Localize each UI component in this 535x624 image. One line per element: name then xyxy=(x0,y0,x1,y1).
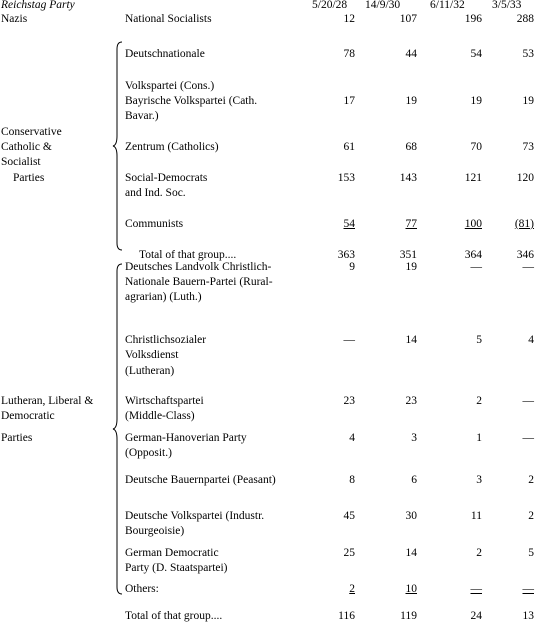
value-cell: 12 xyxy=(343,13,355,25)
value-cell: 288 xyxy=(516,13,534,25)
total-cell: 363 xyxy=(337,249,355,261)
value-cell: 4 xyxy=(349,432,355,444)
party-name: Bavar.) xyxy=(125,110,159,122)
group-label-line: Socialist xyxy=(1,156,41,168)
column-header-date: 3/5/33 xyxy=(492,0,522,11)
party-name: Bayrische Volkspartei (Cath. xyxy=(125,95,258,107)
value-cell: 61 xyxy=(343,141,355,153)
brace-group2 xyxy=(112,263,124,595)
party-name: (Middle-Class) xyxy=(125,410,195,422)
value-cell: — xyxy=(522,432,534,444)
party-name: Deutsches Landvolk Christlich- xyxy=(125,261,272,273)
value-cell: 8 xyxy=(349,474,355,486)
value-cell: 143 xyxy=(399,172,417,184)
value-cell: 19 xyxy=(405,95,417,107)
total-cell: 346 xyxy=(516,249,534,261)
group-label-line: Parties xyxy=(1,432,33,444)
total-cell: 364 xyxy=(464,249,482,261)
party-name: (Lutheran) xyxy=(125,365,175,377)
value-cell: 107 xyxy=(399,13,417,25)
value-cell: 9 xyxy=(349,261,355,273)
group-label-nazis: Nazis xyxy=(1,13,28,25)
party-name: agrarian) (Luth.) xyxy=(125,291,202,303)
value-cell: 19 xyxy=(522,95,534,107)
total-cell: 13 xyxy=(522,610,534,622)
value-cell: 3 xyxy=(476,474,482,486)
party-name: Communists xyxy=(125,218,184,230)
value-cell: 121 xyxy=(464,172,482,184)
party-name: Christlichsozialer xyxy=(125,334,207,346)
value-cell: — xyxy=(522,261,534,273)
value-cell: — xyxy=(343,334,355,346)
column-header-date: 6/11/32 xyxy=(430,0,465,11)
value-cell: 4 xyxy=(528,334,534,346)
column-header-party: Reichstag Party xyxy=(1,0,75,11)
column-header-date: 14/9/30 xyxy=(365,0,401,11)
value-cell: 196 xyxy=(464,13,482,25)
column-header-date: 5/20/28 xyxy=(312,0,348,11)
value-cell: 23 xyxy=(405,395,417,407)
group-total-label: Total of that group.... xyxy=(139,249,237,261)
total-cell: 24 xyxy=(470,610,482,622)
value-cell: 5 xyxy=(528,547,534,559)
party-name: Deutsche Volkspartei (Industr. xyxy=(125,510,265,522)
total-cell: 119 xyxy=(400,610,417,622)
party-name: German-Hanoverian Party xyxy=(125,432,247,444)
party-name: (Opposit.) xyxy=(125,447,172,459)
party-name: Volkspartei (Cons.) xyxy=(125,80,215,92)
value-cell: 6 xyxy=(411,474,417,486)
group-label-line: Catholic & xyxy=(1,141,52,153)
value-cell: 3 xyxy=(411,432,417,444)
value-cell: 54 xyxy=(343,218,355,230)
value-cell: 77 xyxy=(405,218,417,230)
group-label-line: Democratic xyxy=(1,410,55,422)
group-label-line: Conservative xyxy=(1,126,62,138)
value-cell: 23 xyxy=(343,395,355,407)
value-cell: 54 xyxy=(470,48,482,60)
party-name: Deutsche Bauernpartei (Peasant) xyxy=(125,474,276,486)
value-cell: 2 xyxy=(476,547,482,559)
value-cell: (81) xyxy=(514,218,534,230)
value-cell: 2 xyxy=(528,474,534,486)
value-cell: 10 xyxy=(405,583,417,595)
brace-group1 xyxy=(112,41,124,251)
value-cell: 30 xyxy=(405,510,417,522)
party-name: Others: xyxy=(125,583,159,595)
value-cell: 53 xyxy=(522,48,534,60)
value-cell: 19 xyxy=(405,261,417,273)
total-cell: 116 xyxy=(338,610,355,622)
value-cell: 11 xyxy=(470,510,482,522)
party-name: and Ind. Soc. xyxy=(125,187,186,199)
value-cell: 19 xyxy=(470,95,482,107)
party-name: Bourgeoisie) xyxy=(125,525,185,537)
value-cell: — xyxy=(470,261,482,273)
group-label-line: Parties xyxy=(13,172,45,184)
value-cell: 5 xyxy=(476,334,482,346)
group-total-label: Total of that group.... xyxy=(125,610,223,622)
party-name: German Democratic xyxy=(125,547,219,559)
value-cell: — xyxy=(522,395,534,407)
party-name: Deutschnationale xyxy=(125,48,205,60)
value-cell: — xyxy=(522,583,534,595)
value-cell: 78 xyxy=(343,48,355,60)
value-cell: — xyxy=(470,583,482,595)
group-label-line: Lutheran, Liberal & xyxy=(1,395,94,407)
value-cell: 120 xyxy=(516,172,534,184)
party-name: Nationale Bauern-Partei (Rural- xyxy=(125,276,273,288)
party-name: National Socialists xyxy=(125,13,212,25)
value-cell: 153 xyxy=(337,172,355,184)
party-name: Social-Democrats xyxy=(125,172,208,184)
party-name: Volksdienst xyxy=(125,349,179,361)
value-cell: 45 xyxy=(343,510,355,522)
value-cell: 2 xyxy=(476,395,482,407)
party-name: Zentrum (Catholics) xyxy=(125,141,219,153)
value-cell: 44 xyxy=(405,48,417,60)
value-cell: 68 xyxy=(405,141,417,153)
value-cell: 1 xyxy=(476,432,482,444)
value-cell: 70 xyxy=(470,141,482,153)
value-cell: 100 xyxy=(464,218,482,230)
value-cell: 14 xyxy=(405,334,417,346)
value-cell: 73 xyxy=(522,141,534,153)
party-name: Party (D. Staatspartei) xyxy=(125,562,228,574)
party-name: Wirtschaftspartei xyxy=(125,395,204,407)
value-cell: 14 xyxy=(405,547,417,559)
value-cell: 2 xyxy=(528,510,534,522)
value-cell: 17 xyxy=(343,95,355,107)
total-cell: 351 xyxy=(399,249,417,261)
value-cell: 25 xyxy=(343,547,355,559)
value-cell: 2 xyxy=(349,583,355,595)
